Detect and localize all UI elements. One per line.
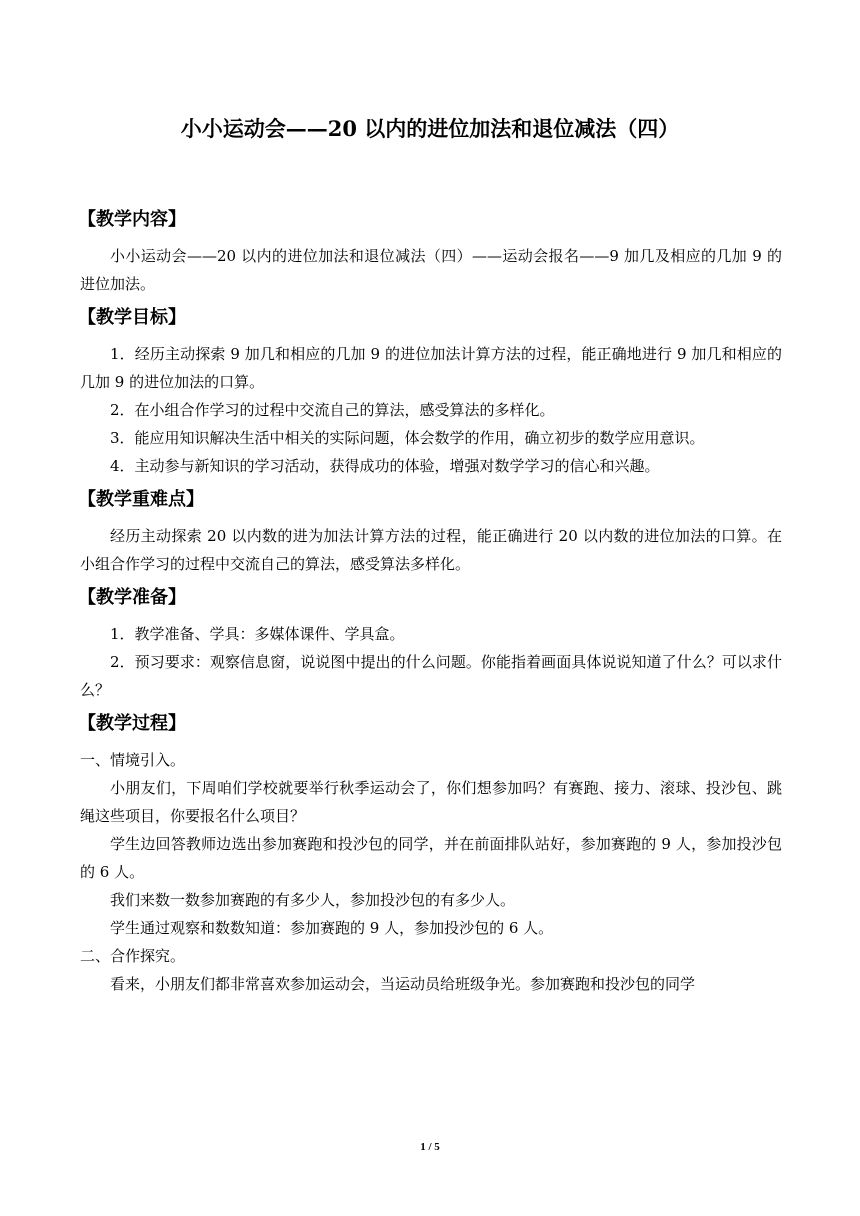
section-heading-goals: 【教学目标】 [78, 307, 186, 328]
document-title: 小小运动会——20 以内的进位加法和退位减法（四） [180, 116, 680, 141]
section-heading-content: 【教学内容】 [78, 209, 186, 230]
paragraph: 3．能应用知识解决生活中相关的实际问题，体会数学的作用，确立初步的数学应用意识。 [110, 429, 705, 447]
section-heading-process: 【教学过程】 [78, 713, 186, 734]
paragraph: 2．在小组合作学习的过程中交流自己的算法，感受算法的多样化。 [110, 401, 555, 419]
paragraph: 经历主动探索 20 以内数的进为加法计算方法的过程，能正确进行 20 以内数的进位加法的口算。在小组合作学习的过程中交流自己的算法，感受算法多样化。 [80, 527, 782, 573]
subheading: 二、合作探究。 [80, 947, 186, 965]
document-body [80, 200, 782, 998]
paragraph: 1．经历主动探索 9 加几和相应的几加 9 的进位加法计算方法的过程，能正确地进行 9 加几和相应的几加 9 的进位加法的口算。 [80, 345, 782, 391]
paragraph: 2．预习要求：观察信息窗，说说图中提出的什么问题。你能指着画面具体说说知道了什么？可以求什么？ [80, 653, 782, 699]
paragraph: 我们来数一数参加赛跑的有多少人，参加投沙包的有多少人。 [110, 891, 516, 909]
page-number: 1 / 5 [420, 1141, 440, 1153]
paragraph: 小朋友们，下周咱们学校就要举行秋季运动会了，你们想参加吗？有赛跑、接力、滚球、投沙包、跳绳这些项目，你要报名什么项目？ [80, 779, 782, 825]
paragraph: 小小运动会——20 以内的进位加法和退位减法（四）——运动会报名——9 加几及相应的几加 9 的进位加法。 [80, 247, 782, 293]
paragraph: 看来，小朋友们都非常喜欢参加运动会，当运动员给班级争光。参加赛跑和投沙包的同学 [110, 975, 696, 993]
subheading: 一、情境引入。 [80, 751, 186, 769]
section-heading-preparation: 【教学准备】 [78, 587, 186, 608]
paragraph: 1．教学准备、学具：多媒体课件、学具盒。 [110, 625, 405, 643]
paragraph: 学生通过观察和数数知道：参加赛跑的 9 人，参加投沙包的 6 人。 [110, 919, 554, 937]
section-heading-key-points: 【教学重难点】 [78, 489, 204, 510]
paragraph: 学生边回答教师边选出参加赛跑和投沙包的同学，并在前面排队站好，参加赛跑的 9 人，参加投沙包的 6 人。 [80, 835, 782, 881]
paragraph: 4．主动参与新知识的学习活动，获得成功的体验，增强对数学学习的信心和兴趣。 [110, 457, 660, 475]
